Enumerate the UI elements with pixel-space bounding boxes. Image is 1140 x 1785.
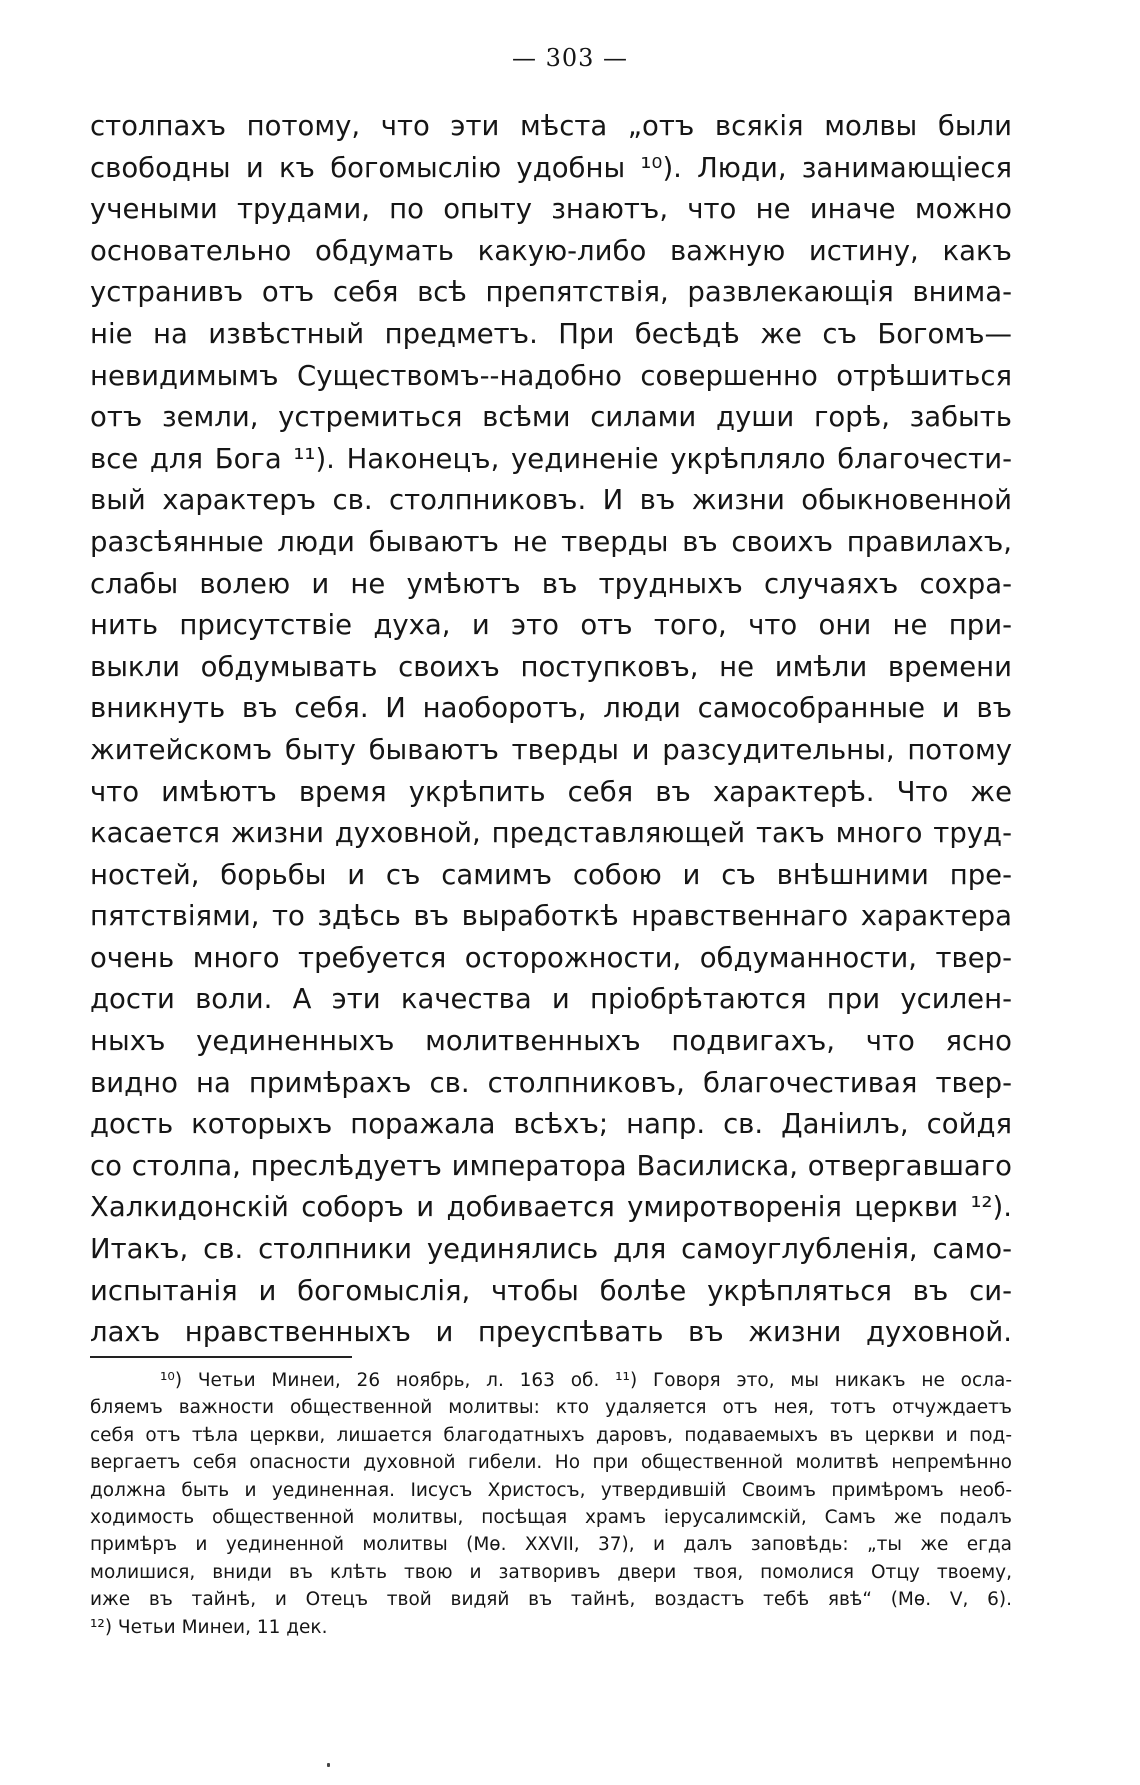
- text-line: слабы волею и не умѣютъ въ трудныхъ случаяхъ сохра-: [90, 567, 1012, 600]
- text-line: лахъ нравственныхъ и преуспѣвать въ жизни духовной.: [90, 1316, 1012, 1349]
- text-line: дости воли. А эти качества и пріобрѣтаются при усилен-: [90, 983, 1012, 1016]
- text-line: столпахъ потому, что эти мѣста „отъ всякія молвы были: [90, 110, 1012, 142]
- text-line: устранивъ отъ себя всѣ препятствія, развлекающія внима-: [90, 276, 1012, 309]
- text-line: дость которыхъ поражала всѣхъ; напр. св. Даніилъ, сойдя: [90, 1108, 1012, 1141]
- text-line: Итакъ, св. столпники уединялись для самоуглубленія, само-: [90, 1233, 1012, 1266]
- text-line: нить присутствіе духа, и это отъ того, что они не при-: [90, 609, 1012, 642]
- text-line: свободны и къ богомыслію удобны ¹⁰). Люди, занимающіеся: [90, 151, 1012, 184]
- text-line: Халкидонскій соборъ и добивается умиротворенія церкви ¹²).: [90, 1191, 1012, 1224]
- text-line: основательно обдумать какую-либо важную истину, какъ: [90, 234, 1012, 267]
- text-line: вый характеръ св. столпниковъ. И въ жизни обыкновенной: [90, 484, 1012, 517]
- text-line: отъ земли, устремиться всѣми силами души горѣ, забыть: [90, 401, 1012, 434]
- text-line: видно на примѣрахъ св. столпниковъ, благочестивая твер-: [90, 1066, 1012, 1099]
- text-line: касается жизни духовной, представляющей такъ много труд-: [90, 817, 1012, 850]
- print-speck: [327, 1763, 330, 1767]
- text-line: ностей, борьбы и съ самимъ собою и съ внѣшними пре-: [90, 858, 1012, 891]
- footnote-divider: [90, 1356, 352, 1358]
- footnote-line: ходимость общественной молитвы, посѣщая храмъ іерусалимскій, Самъ же подалъ: [90, 1506, 1012, 1528]
- footnotes: [90, 1367, 1012, 1641]
- text-line: учеными трудами, по опыту знаютъ, что не иначе можно: [90, 193, 1012, 226]
- text-line: все для Бога ¹¹). Наконецъ, уединеніе укрѣпляло благочести-: [90, 442, 1012, 475]
- footnote-line: вергаетъ себя опасности духовной гибели. Но при общественной молитвѣ непремѣнно: [90, 1452, 1012, 1474]
- text-line: выкли обдумывать своихъ поступковъ, не имѣли времени: [90, 650, 1012, 683]
- footnote-line: должна быть и уединенная. Іисусъ Христосъ, утвердившій Своимъ примѣромъ необ-: [90, 1479, 1012, 1501]
- main-text: [90, 106, 1012, 1354]
- text-line: ныхъ уединенныхъ молитвенныхъ подвигахъ, что ясно: [90, 1025, 1012, 1058]
- footnote-line: молишися, вниди въ клѣть твою и затворивъ двери твоя, помолися Отцу твоему,: [90, 1561, 1012, 1583]
- footnote-line: себя отъ тѣла церкви, лишается благодатныхъ даровъ, подаваемыхъ въ церкви и под-: [90, 1424, 1012, 1446]
- footnote-line: примѣръ и уединенной молитвы (Мѳ. XXVII, 37), и далъ заповѣдь: „ты же егда: [90, 1534, 1012, 1556]
- text-line: невидимымъ Существомъ--надобно совершенно отрѣшиться: [90, 359, 1012, 392]
- text-line: ніе на извѣстный предметъ. При бесѣдѣ же съ Богомъ—: [90, 317, 1012, 350]
- text-line: что имѣютъ время укрѣпить себя въ характерѣ. Что же: [90, 775, 1012, 808]
- text-line: житейскомъ быту бываютъ тверды и разсудительны, потому: [90, 733, 1012, 766]
- footnote-line: иже въ тайнѣ, и Отецъ твой видяй въ тайнѣ, воздастъ тебѣ явѣ“ (Мѳ. V, 6).: [90, 1589, 1012, 1611]
- text-line: очень много требуется осторожности, обдуманности, твер-: [90, 941, 1012, 974]
- text-line: пятствіями, то здѣсь въ выработкѣ нравственнаго характера: [90, 900, 1012, 933]
- footnote-line: бляемъ важности общественной молитвы: кто удаляется отъ нея, тотъ отчуждаетъ: [90, 1397, 1012, 1419]
- footnote-line: ¹⁰) Четьи Минеи, 26 ноябрь, л. 163 об. ¹¹) Говоря это, мы никакъ не осла-: [160, 1370, 1012, 1391]
- text-line: разсѣянные люди бываютъ не тверды въ своихъ правилахъ,: [90, 525, 1012, 558]
- footnote-line: ¹²) Четьи Минеи, 11 дек.: [90, 1616, 328, 1638]
- text-line: со столпа, преслѣдуетъ императора Василиска, отвергавшаго: [90, 1149, 1012, 1182]
- page-number: — 303 —: [511, 44, 629, 72]
- text-line: испытанія и богомыслія, чтобы болѣе укрѣпляться въ си-: [90, 1274, 1012, 1307]
- text-line: вникнуть въ себя. И наоборотъ, люди самособранные и въ: [90, 692, 1012, 725]
